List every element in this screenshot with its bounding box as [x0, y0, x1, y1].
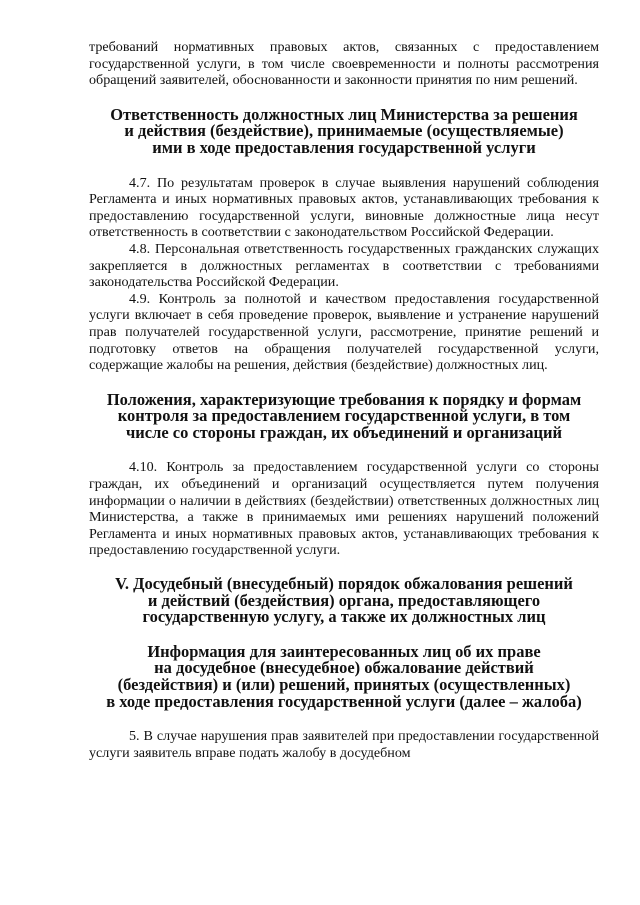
heading-line: Информация для заинтересованных лиц об их праве — [147, 641, 541, 661]
heading-line: Ответственность должностных лиц Министерства за решения — [110, 104, 578, 124]
heading-line: Положения, характеризующие требования к порядку и формам — [106, 389, 582, 409]
heading-line: (бездействия) и (или) решений, принятых (осуществленных) — [117, 675, 571, 694]
paragraph-4-9: 4.9. Контроль за полнотой и качеством предоставления государственной услуги включает в себя проведение проверок, выявление и устранение нарушений прав получателей государственной услуги, рассмотрение, принятие решений и подготовку ответов на обращения получателей государственной услуги, содержащие жалобы на решения, действия (бездействие) должностных лиц. — [89, 290, 599, 374]
heading-line: на досудебное (внесудебное) обжалование действий — [154, 658, 534, 678]
heading-line: государственную услугу, а также их должностных лиц — [142, 607, 546, 627]
heading-line: и действия (бездействие), принимаемые (осуществляемые) — [124, 121, 564, 141]
paragraph-5: 5. В случае нарушения прав заявителей при предоставлении государственной услуги заявитель вправе подать жалобу в досудебном — [89, 728, 599, 761]
heading-line: числе со стороны граждан, их объединений и организаций — [125, 422, 562, 442]
intro-paragraph: требований нормативных правовых актов, связанных с предоставлением государственной услуги, в том числе своевременности и полноты рассмотрения обращений заявителей, обоснованности и законности принятия по ним решений. — [89, 39, 599, 89]
heading-control-provisions — [89, 389, 599, 442]
heading-line: ими в ходе предоставления государственной услуги — [152, 137, 536, 157]
document-body — [89, 39, 599, 761]
heading-appeal-information — [89, 641, 599, 711]
paragraph-4-7: 4.7. По результатам проверок в случае выявления нарушений соблюдения Регламента и иных нормативных правовых актов, устанавливающих требования к предоставлению государственной услуги, виновные должностные лица несут ответственность в соответствии с законодательством Российской Федерации. — [89, 174, 599, 241]
heading-official-responsibility — [89, 104, 599, 157]
heading-line: контроля за предоставлением государственной услуги, в том — [117, 406, 571, 426]
heading-line: и действий (бездействия) органа, предоставляющего — [147, 590, 541, 610]
paragraph-4-8: 4.8. Персональная ответственность государственных гражданских служащих закрепляется в должностных регламентах в соответствии с требованиями законодательства Российской Федерации. — [89, 240, 599, 291]
heading-line: в ходе предоставления государственной услуги (далее – жалоба) — [106, 691, 582, 711]
paragraph-4-10: 4.10. Контроль за предоставлением государственной услуги со стороны граждан, их объединений и организаций осуществляется путем получения информации о наличии в действиях (бездействии) ответственных должностных лиц Министерства, а также в принимаемых ими решениях нарушений положений Регламента и иных нормативных правовых актов, устанавливающих требования к предоставлению государственной услуги. — [89, 459, 599, 559]
heading-section-v — [89, 576, 599, 626]
heading-line: V. Досудебный (внесудебный) порядок обжалования решений — [115, 574, 573, 594]
